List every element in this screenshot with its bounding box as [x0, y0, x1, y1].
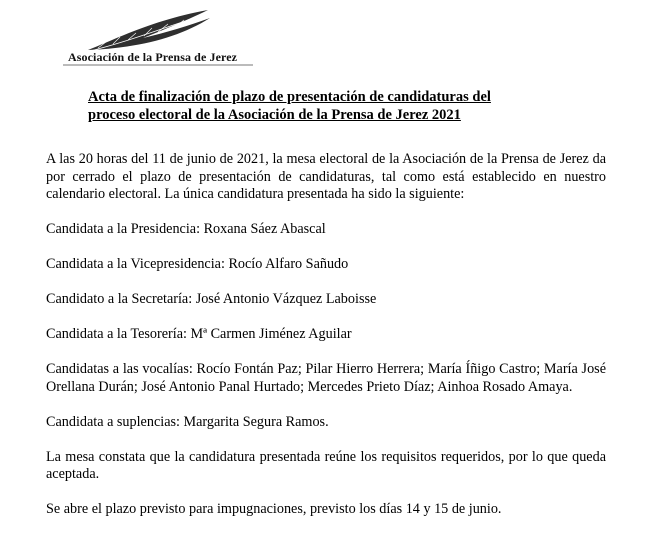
organization-name: Asociación de la Prensa de Jerez: [68, 50, 238, 64]
paragraph-intro: A las 20 horas del 11 de junio de 2021, la mesa electoral de la Asociación de la Prensa de Jerez da por cerrado el plazo de presentación de candidaturas, tal como está establecido en nuestro calendario electoral. La única candidatura presentada ha sido la siguiente:: [46, 151, 606, 202]
paragraph-vicepresidencia: Candidata a la Vicepresidencia: Rocío Alfaro Sañudo: [46, 256, 349, 272]
title-line-2: proceso electoral de la Asociación de la Prensa de Jerez 2021: [88, 107, 461, 123]
paragraph-impugnaciones: Se abre el plazo previsto para impugnaciones, previsto los días 14 y 15 de junio.: [46, 501, 502, 517]
title-line-1: Acta de finalización de plazo de presentación de candidaturas del: [88, 89, 491, 105]
logo: [58, 8, 258, 68]
paragraph-aceptacion: La mesa constata que la candidatura presentada reúne los requisitos requeridos, por lo que queda aceptada.: [46, 448, 606, 482]
paragraph-tesoreria: Candidata a la Tesorería: Mª Carmen Jiménez Aguilar: [46, 326, 352, 342]
paragraph-suplencias: Candidata a suplencias: Margarita Segura Ramos.: [46, 413, 329, 430]
paragraph-presidencia: Candidata a la Presidencia: Roxana Sáez Abascal: [46, 221, 326, 237]
document-body: [46, 151, 606, 536]
paragraph-vocalias: Candidatas a las vocalías: Rocío Fontán Paz; Pilar Hierro Herrera; María Íñigo Castro; María José Orellana Durán; José Antonio Panal Hurtado; Mercedes Prieto Díaz; Ainhoa Rosado Amaya.: [46, 361, 606, 395]
document-title: [88, 88, 558, 124]
paragraph-secretaria: Candidato a la Secretaría: José Antonio Vázquez Laboisse: [46, 291, 377, 307]
